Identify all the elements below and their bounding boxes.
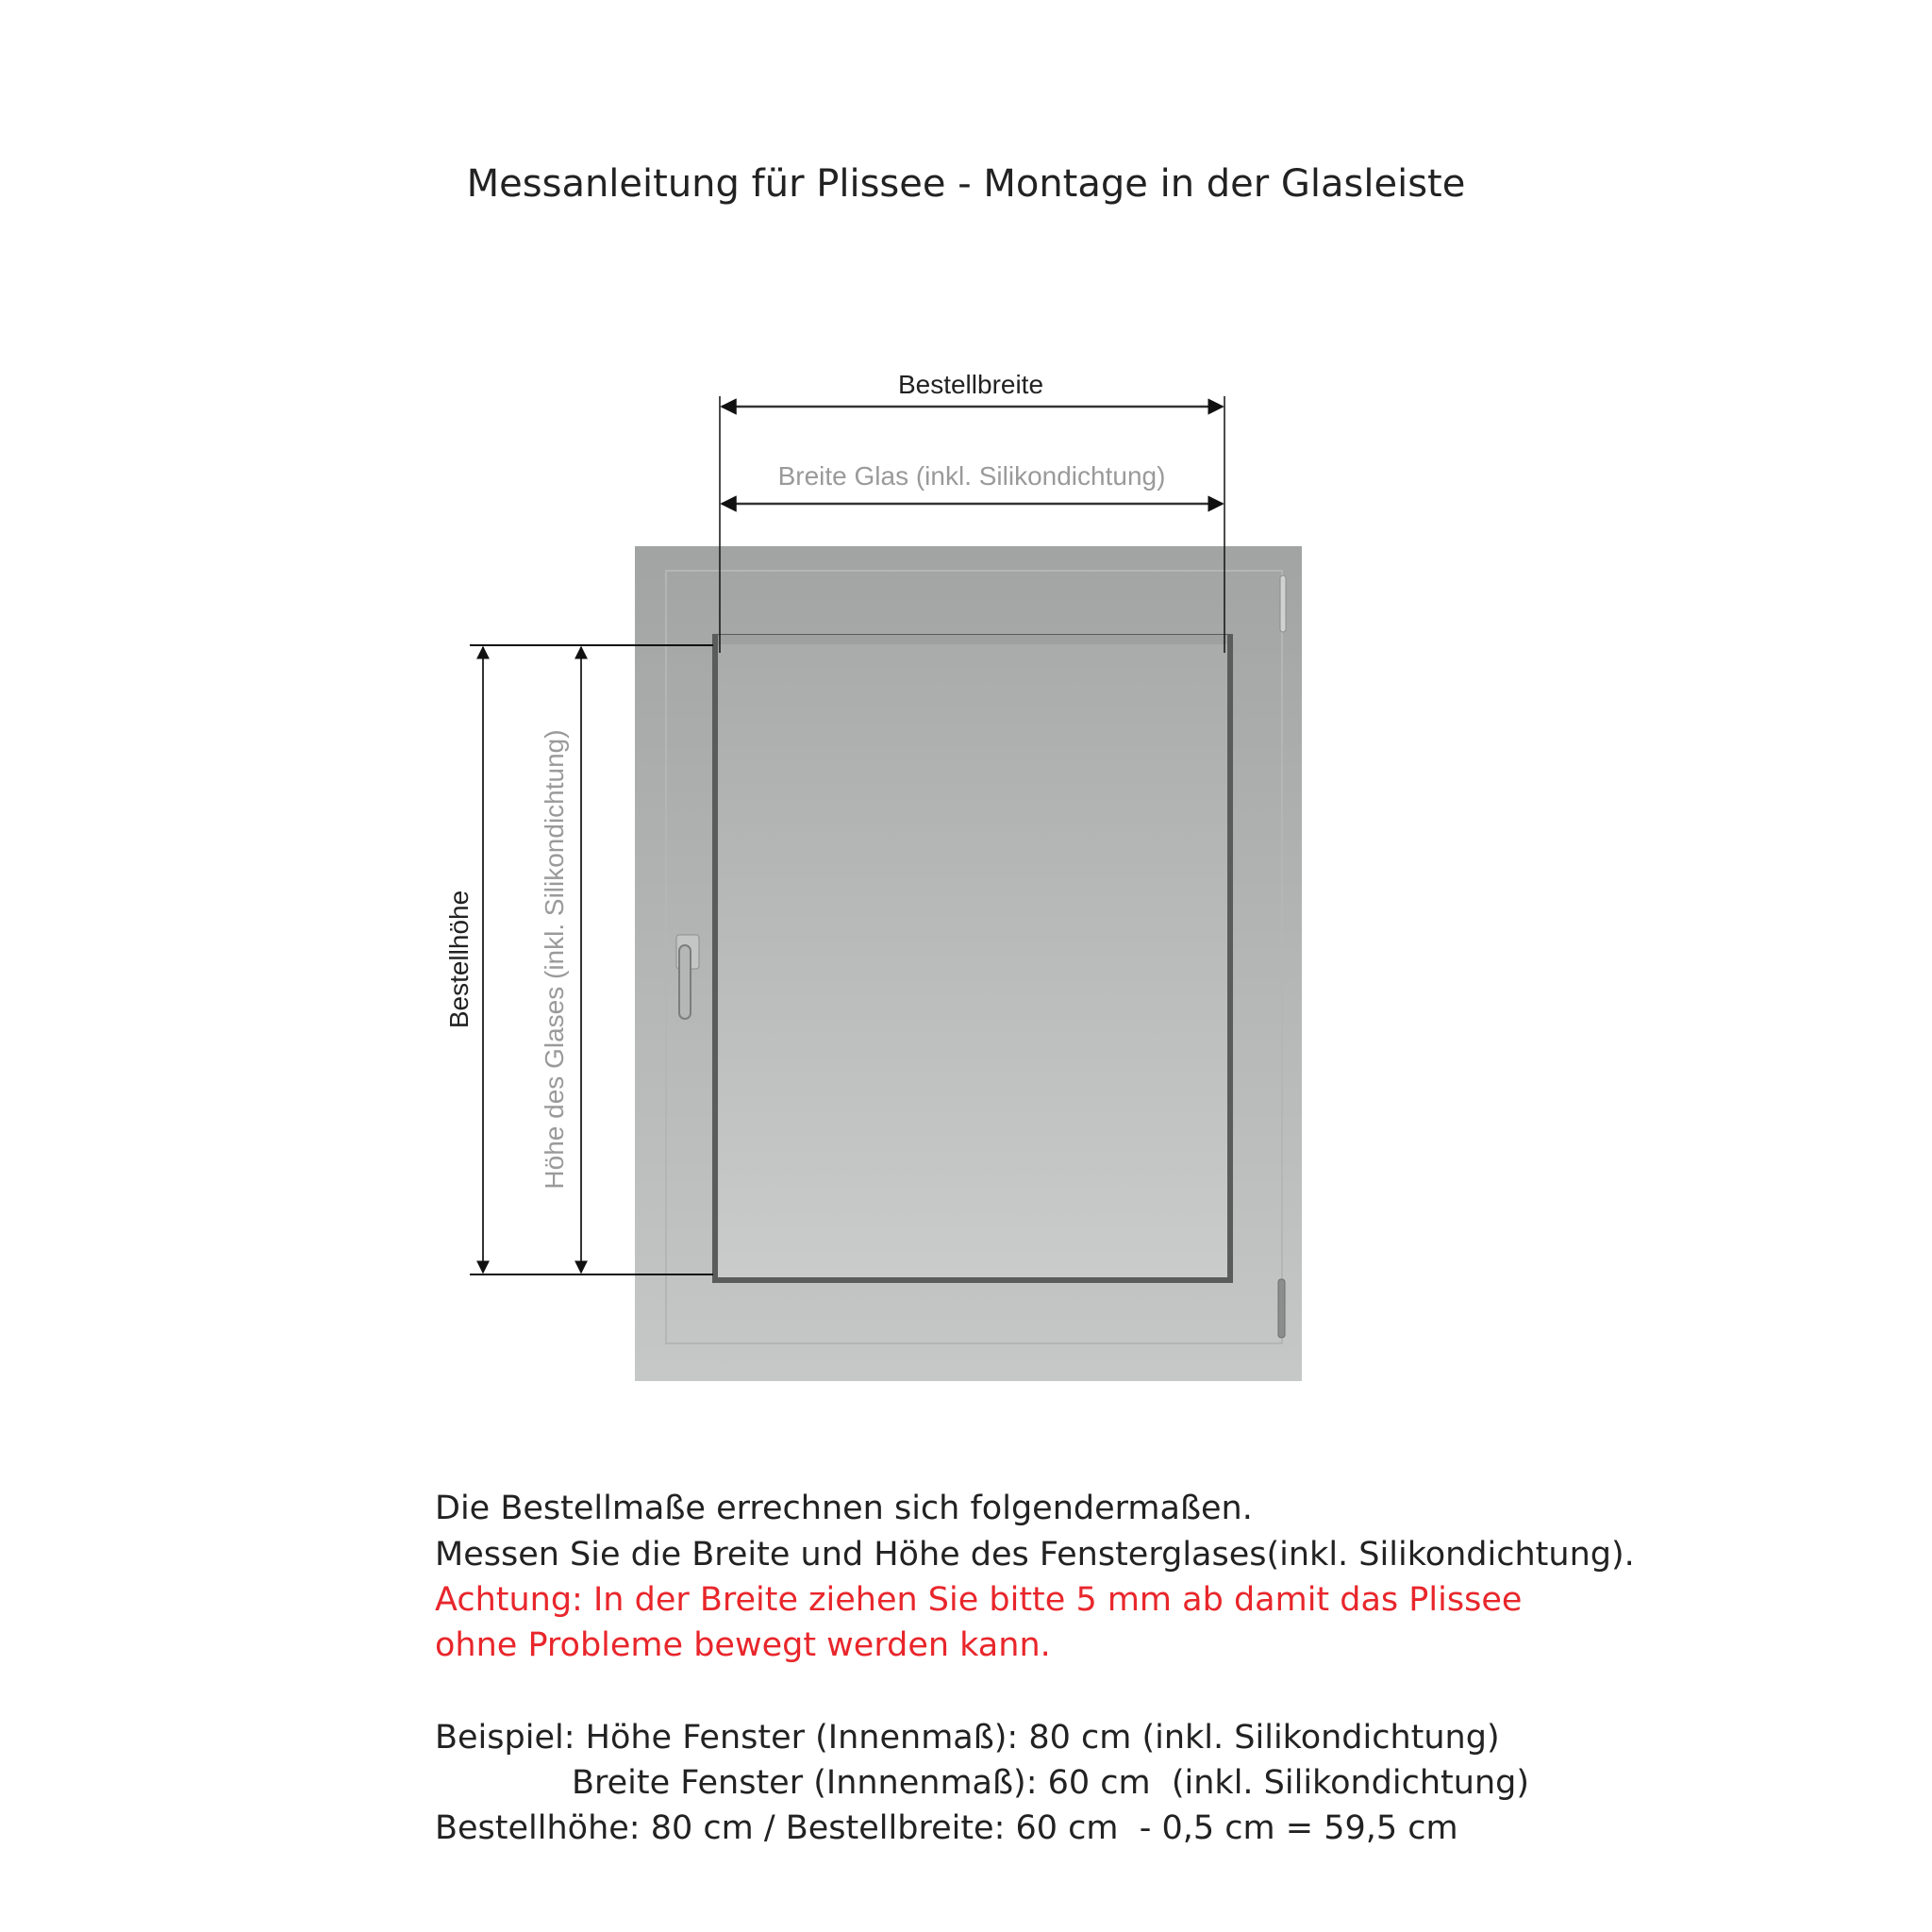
example-line: Beispiel: Höhe Fenster (Innenmaß): 80 cm (inkl. Silikondichtung) <box>435 1719 1500 1757</box>
order-height-label: Bestellhöhe <box>444 890 474 1029</box>
hinge-top-icon <box>1280 575 1286 632</box>
hinge-bottom-icon <box>1278 1279 1285 1338</box>
warning-line: ohne Probleme bewegt werden kann. <box>435 1626 1051 1664</box>
instruction-line: Messen Sie die Breite und Höhe des Fensterglases(inkl. Silikondichtung). <box>435 1536 1635 1574</box>
example-result-line: Bestellhöhe: 80 cm / Bestellbreite: 60 cm - 0,5 cm = 59,5 cm <box>435 1809 1458 1847</box>
page-title: Messanleitung für Plissee - Montage in der Glasleiste <box>466 162 1466 206</box>
order-width-label: Bestellbreite <box>897 370 1044 399</box>
example-line: Breite Fenster (Innnenmaß): 60 cm (inkl. Silikondichtung) <box>572 1764 1529 1802</box>
warning-line: Achtung: In der Breite ziehen Sie bitte 5 mm ab damit das Plissee <box>435 1581 1523 1619</box>
glazing-bead-top <box>718 635 1227 644</box>
glass-height-label: Höhe des Glases (inkl. Silikondichtung) <box>540 729 569 1190</box>
window-glass <box>715 637 1230 1280</box>
instruction-line: Die Bestellmaße errechnen sich folgendermaßen. <box>435 1490 1253 1527</box>
glass-width-label: Breite Glas (inkl. Silikondichtung) <box>777 461 1166 491</box>
